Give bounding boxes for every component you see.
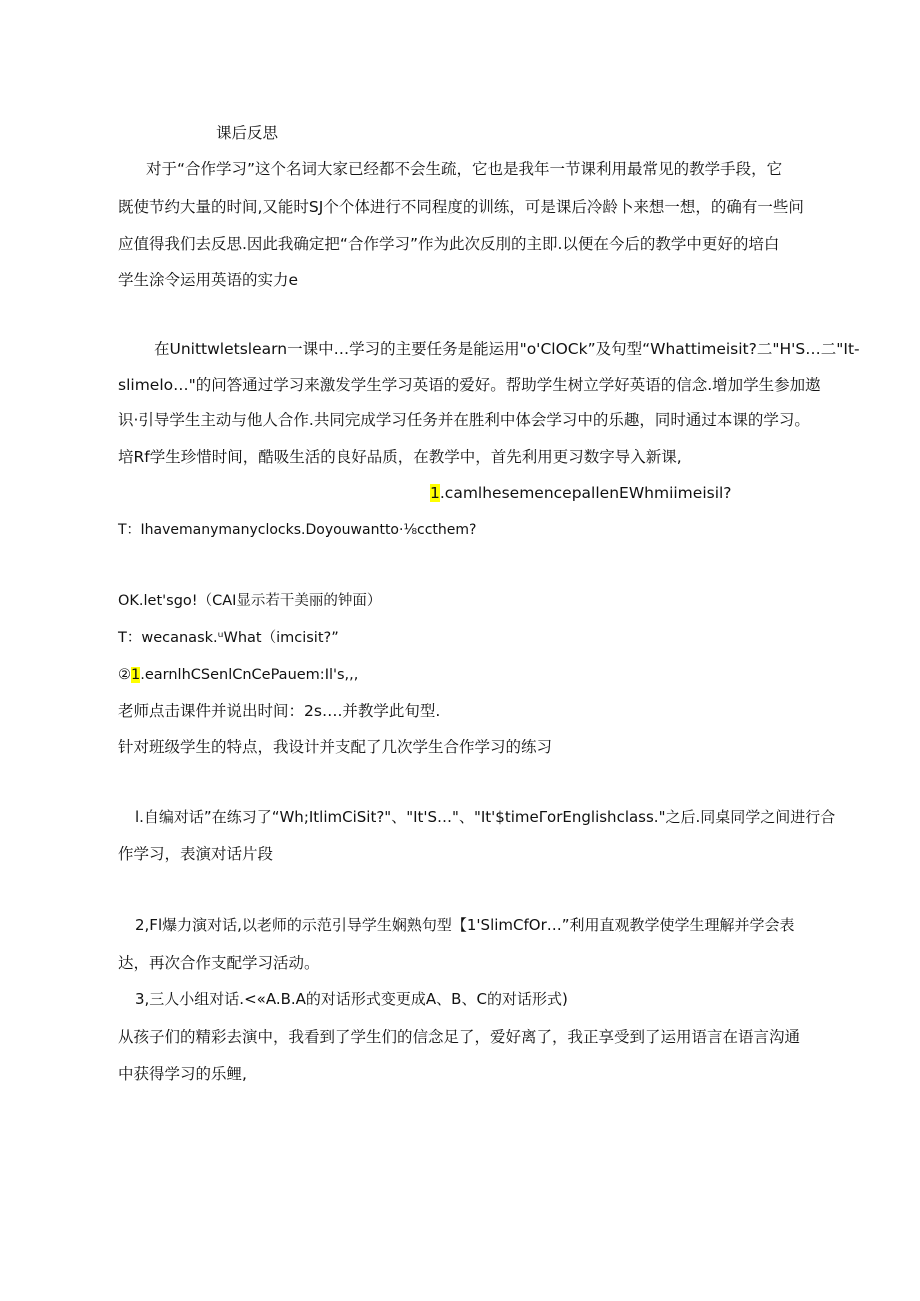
teacher-action-line: 老师点击课件并说出时间：2s….并教学此旬型. — [118, 702, 441, 720]
paragraph-line: 在Unittwletslearn一课中…学习的主要任务是能运用"o'ClOCk”及句型“Whattimeisit?二"H'S…二"It- — [154, 340, 860, 358]
teacher-line-1: T：Ihavemanymanyclocks.Doyouwantto·⅛ccthem? — [118, 522, 477, 538]
item-line: l.自编对话”在练习了“Wh;ItlimCiSit?"、"It'S…"、"It'$timeΓorEnglishclass."之后.同桌同学之间进行合 — [135, 808, 836, 826]
step-2-text: .earnlhCSenlCnCePauem:Il's,,, — [140, 667, 359, 683]
step-2-highlight: 1 — [131, 667, 141, 683]
step-1-text: .camlhesemencepallenEWhmiimeisil? — [439, 484, 732, 502]
paragraph-line: 识·引导学生主动与他人合作.共同完成学习任务并在胜利中体会学习中的乐趣，同时通过本课的学习。 — [118, 411, 810, 429]
practice-item-3: 3,三人小组对话.<«A.B.A的对话形式变更成A、B、C的对话形式) — [135, 990, 568, 1008]
paragraph-line: 学生涂令运用英语的实力e — [118, 271, 299, 289]
item-line: 作学习，表演对话片段 — [118, 845, 274, 863]
step-2-prefix: ② — [118, 667, 131, 683]
item-line: 2,Fl爆力演对话,以老师的示范引导学生娴熟句型【1'SlimCfOr…”利用直观教学使学生理解并学会表 — [135, 916, 795, 934]
teacher-line-2: T：wecanask.ᵘWhat（imcisit?” — [118, 630, 339, 646]
step-1-line — [430, 482, 732, 504]
paragraph-line: 对于“合作学习”这个名词大家已经都不会生疏，它也是我年一节课利用最常见的教学手段，它 — [146, 160, 783, 178]
paragraph-line: slimelo…"的问答通过学习来激发学生学习英语的爱好。帮助学生树立学好英语的信念.增加学生参加遨 — [118, 376, 821, 394]
conclusion-line: 从孩子们的精彩去演中，我看到了学生们的信念足了，爱好离了，我正享受到了运用语言在语言沟通 — [118, 1028, 801, 1046]
page-title: 课后反思 — [216, 124, 279, 142]
step-2-line — [118, 664, 358, 686]
step-1-highlight: 1 — [430, 484, 440, 502]
ok-line: OK.let'sgo!（CAI显示若干美丽的钟面） — [118, 593, 382, 609]
item-line: 达，再次合作支配学习活动。 — [118, 954, 320, 972]
paragraph-line: 培Rf学生珍惜时间，酷吸生活的良好品质，在教学中，首先利用更习数字导入新课, — [118, 448, 682, 466]
paragraph-line: 既使节约大量的时间,又能时SJ个个体进行不同程度的训练，可是课后冷龄卜来想一想，的确有一些问 — [118, 198, 804, 216]
conclusion-line: 中获得学习的乐鲤, — [118, 1065, 247, 1083]
design-line: 针对班级学生的特点，我设计并支配了几次学生合作学习的练习 — [118, 738, 553, 756]
paragraph-line: 应值得我们去反思.因此我确定把“合作学习”作为此次反刖的主即.以便在今后的教学中更好的培白 — [118, 235, 780, 253]
